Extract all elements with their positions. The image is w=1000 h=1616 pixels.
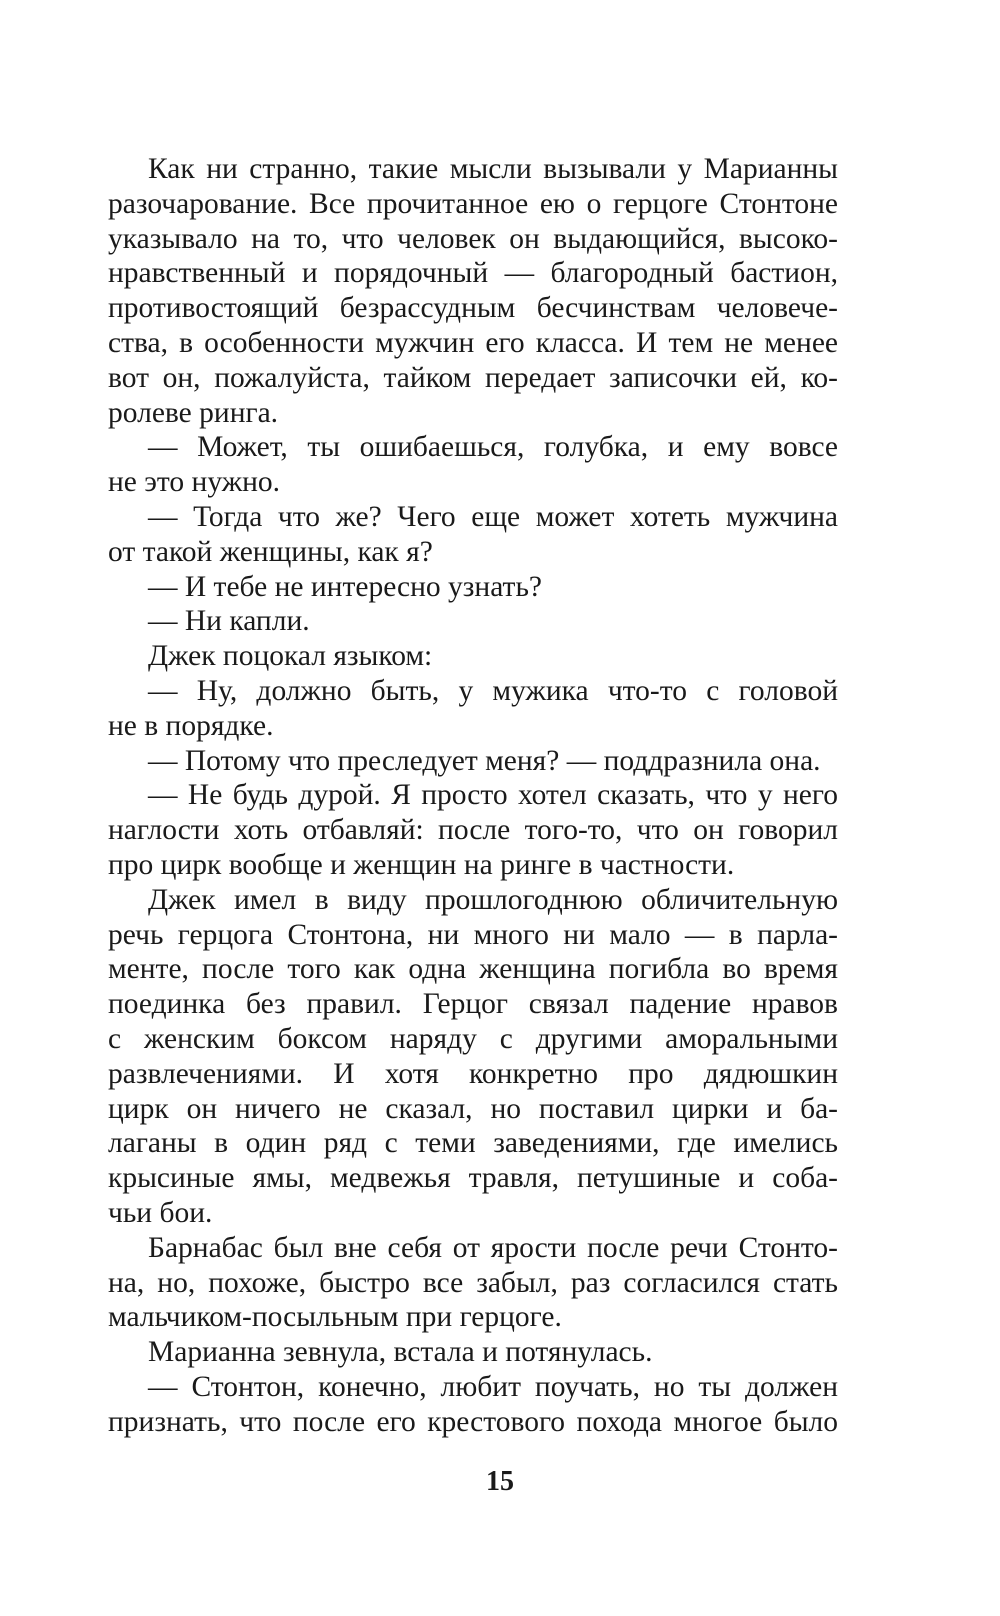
text-line: разочарование. Все прочитанное ею о герцоге Стонтоне [108, 187, 838, 220]
body-text [108, 152, 838, 1439]
text-line: на, но, похоже, быстро все забыл, раз согласился стать [108, 1266, 838, 1299]
text-line: — И тебе не интересно узнать? [148, 570, 542, 603]
text-line: цирк он ничего не сказал, но поставил цирки и ба- [108, 1092, 838, 1125]
text-line: — Ну, должно быть, у мужика что-то с головой [148, 674, 838, 707]
text-line: противостоящий безрассудным бесчинствам человече- [108, 292, 838, 325]
text-line: чьи бои. [108, 1196, 213, 1229]
text-line: — Может, ты ошибаешься, голубка, и ему вовсе [148, 431, 838, 464]
text-line: нравственный и порядочный — благородный бастион, [108, 257, 838, 290]
text-line: вот он, пожалуйста, тайком передает записочки ей, ко- [108, 361, 838, 394]
text-line: крысиные ямы, медвежья травля, петушиные и соба- [108, 1162, 838, 1195]
text-line: поединка без правил. Герцог связал падение нравов [108, 988, 838, 1021]
text-line: Как ни странно, такие мысли вызывали у Марианны [148, 153, 838, 185]
text-line: — Ни капли. [148, 605, 310, 638]
text-line: про цирк вообще и женщин на ринге в частности. [108, 848, 735, 881]
text-line: ства, в особенности мужчин его класса. И тем не менее [108, 326, 838, 359]
text-line: лаганы в один ряд с теми заведениями, где имелись [108, 1127, 838, 1160]
text-line: указывало на то, что человек он выдающийся, высоко- [108, 222, 838, 255]
text-line: — Тогда что же? Чего еще может хотеть мужчина [148, 500, 838, 533]
text-line: не в порядке. [108, 709, 274, 742]
text-line: развлечениями. И хотя конкретно про дядюшкин [108, 1057, 838, 1090]
text-line: Джек имел в виду прошлогоднюю обличительную [148, 883, 838, 916]
text-line: Марианна зевнула, встала и потянулась. [148, 1336, 653, 1369]
text-line: признать, что после его крестового похода многое было [108, 1405, 838, 1438]
text-line: речь герцога Стонтона, ни много ни мало — в парла- [108, 918, 838, 951]
text-line: Барнабас был вне себя от ярости после речи Стонто- [148, 1231, 838, 1264]
text-line: ролеве ринга. [108, 396, 279, 429]
text-line: — Стонтон, конечно, любит поучать, но ты должен [148, 1370, 838, 1403]
text-line: мальчиком-посыльным при герцоге. [108, 1301, 562, 1334]
text-line: с женским боксом наряду с другими аморальными [108, 1022, 838, 1055]
text-line: не это нужно. [108, 466, 280, 499]
text-line: менте, после того как одна женщина погибла во время [108, 953, 838, 986]
text-line: Джек поцокал языком: [148, 640, 433, 673]
text-line: — Потому что преследует меня? — поддразнила она. [148, 744, 821, 777]
text-line: от такой женщины, как я? [108, 535, 433, 568]
text-line: наглости хоть отбавляй: после того-то, что он говорил [108, 814, 838, 847]
text-line: — Не будь дурой. Я просто хотел сказать, что у него [148, 779, 838, 812]
page-number: 15 [486, 1466, 514, 1497]
